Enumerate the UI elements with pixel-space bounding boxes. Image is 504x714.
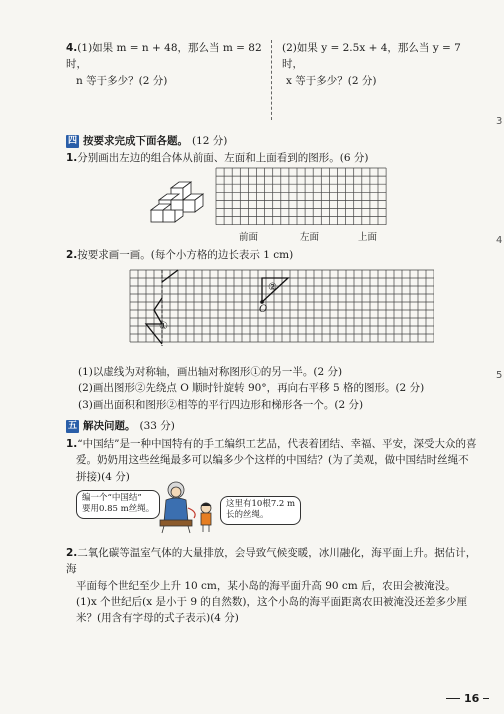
bubble-right xyxy=(220,496,301,525)
section4-header xyxy=(66,133,227,149)
s4-q1-text: 分别画出左边的组合体从前面、左面和上面看到的图形。(6 分) xyxy=(77,152,369,164)
s4-q1-number: 1. xyxy=(66,152,78,164)
label-shape-1: ① xyxy=(159,321,168,332)
edge-mark-2: 4 xyxy=(496,235,503,246)
s5-q2-number: 2. xyxy=(66,547,78,559)
section4-badge: 四 xyxy=(67,135,77,146)
view-grid xyxy=(215,167,388,231)
s5-q1 xyxy=(66,436,486,485)
s5-q1-line3: 拼接)(4 分) xyxy=(76,470,130,483)
q4-right xyxy=(282,40,482,89)
section5-points: (33 分) xyxy=(139,420,175,432)
q4-left-line2: n 等于多少？(2 分) xyxy=(76,74,168,87)
s4-q2-sub2: (2)画出图形②先绕点 O 顺时针旋转 90°，再向右平移 5 格的图形。(2 分) xyxy=(78,382,425,395)
s4-q2-sub3: (3)画出面积和图形②相等的平行四边形和梯形各一个。(2 分) xyxy=(78,398,364,411)
s5-q1-number: 1. xyxy=(66,438,78,450)
drawing-grid xyxy=(128,268,434,364)
s4-q2-subs xyxy=(78,364,488,413)
s4-q1 xyxy=(66,150,486,166)
label-shape-2: ② xyxy=(268,282,277,293)
view-label-top: 上面 xyxy=(358,232,378,243)
section5-title: 解决问题。 xyxy=(83,420,136,432)
bubble-left-line2: 要用0.85 m丝绳。 xyxy=(82,504,155,515)
page-footer xyxy=(446,690,494,707)
s5-q2-sub1-line2: 米？(用含有字母的式子表示)(4 分) xyxy=(76,612,239,625)
q4-number: 4. xyxy=(66,42,78,54)
s5-q2-line2: 平面每个世纪至少上升 10 cm，某小岛的海平面升高 90 cm 后，农田会被淹没。 xyxy=(76,579,456,592)
s5-q1-line2: 爱。奶奶用这些丝绳最多可以编多少个这样的中国结？(为了美观，做中国结时丝绳不 xyxy=(76,454,469,467)
s5-q2-line1: 二氧化碳等温室气体的大量排放，会导致气候变暖，冰川融化，海平面上升。据估计，海 xyxy=(66,547,477,576)
page-number: 16 xyxy=(464,692,480,705)
edge-mark-1: 3 xyxy=(496,116,503,127)
cube-assembly-figure xyxy=(145,180,207,226)
q4-divider xyxy=(271,40,272,120)
s5-q2 xyxy=(66,545,486,626)
q4-left-line1: (1)如果 m = n + 48，那么当 m = 82 时， xyxy=(66,42,262,71)
s5-q2-sub1-line1: (1)x 个世纪后(x 是小于 9 的自然数)，这个小岛的海平面距离农田被淹没还差多少厘 xyxy=(76,595,467,608)
edge-mark-3: 5 xyxy=(496,370,503,381)
section4-title: 按要求完成下面各题。 xyxy=(83,135,188,147)
s4-q2-sub1: (1)以虚线为对称轴，画出轴对称图形①的另一半。(2 分) xyxy=(78,366,343,378)
view-label-front: 前面 xyxy=(239,232,259,243)
s4-q2 xyxy=(66,247,486,263)
bubble-right-line1: 这里有10根7.2 m xyxy=(226,499,296,509)
s5-q1-line1: “中国结”是一种中国特有的手工编织工艺品，代表着团结、幸福、平安，深受大众的喜 xyxy=(77,438,477,450)
section4-points: (12 分) xyxy=(192,135,228,147)
s4-q2-number: 2. xyxy=(66,249,78,261)
bubble-left-line1: 编一个“中国结” xyxy=(82,493,142,503)
view-label-left: 左面 xyxy=(300,232,320,243)
s4-q2-text: 按要求画一画。(每个小方格的边长表示 1 cm) xyxy=(77,249,294,261)
grandma-child-illustration xyxy=(148,478,220,534)
section5-badge: 五 xyxy=(67,420,77,431)
q4-right-line1: (2)如果 y = 2.5x + 4，那么当 y = 7 时， xyxy=(282,42,461,71)
label-o: O xyxy=(259,304,268,315)
q4-left xyxy=(66,40,266,89)
q4-right-line2: x 等于多少？(2 分) xyxy=(286,74,377,87)
section5-header xyxy=(66,418,175,434)
bubble-right-line2: 长的丝绳。 xyxy=(226,510,269,521)
